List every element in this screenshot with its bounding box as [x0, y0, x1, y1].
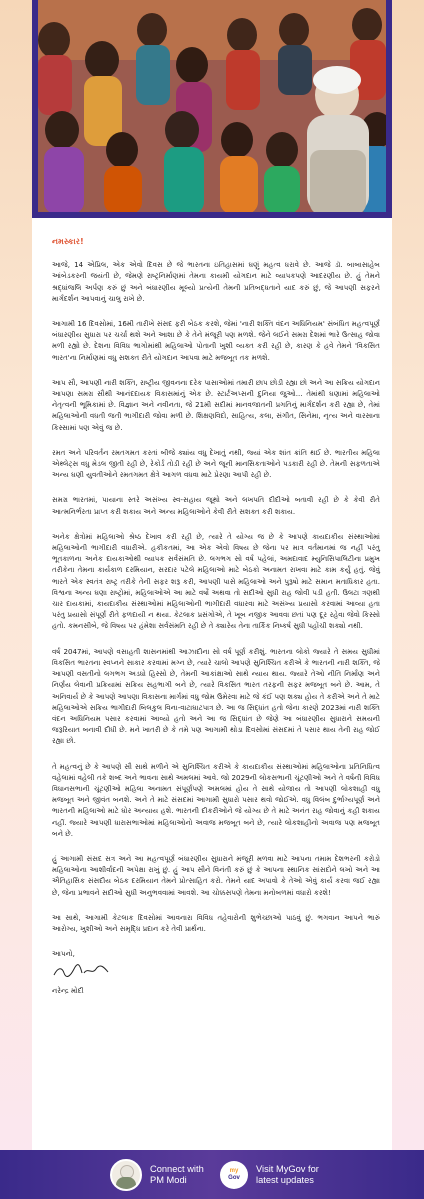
paragraph-2: આગામી 16 દિવસોમાં, 16મી તારીખે સંસદ ફરી બેઠક કરશે, જેમાં 'નારી શક્તિ વંદન અધિનિયમ' સંબંધિત મહત્વપૂર્ણ બંધારણીય સુધારા પર ચર્ચા થશે અને આશા છે કે તેને મંજૂરી પણ મળશે. જેને લઈને સમગ્ર દેશમાં ભારે ઉત્સાહ જોવા મળી રહ્યો છે. દેશના વિવિધ ભાગોમાંથી મહિલાઓ પોતાની ખુશી વ્યક્ત કરી રહી છે, કારણ કે હવે તેમને 'વિકસિત ભારત'ના નિર્માણમાં વધુ સશક્ત રીતે યોગદાન આપવા માટે મજબૂત તક મળશે.	[52, 319, 380, 362]
signer-name: નરેન્દ્ર મોદી	[52, 986, 84, 996]
paragraph-6: અનેક ક્ષેત્રોમાં મહિલાઓ શ્રેષ્ઠ દેખાવ કરી રહી છે, ત્યારે તે યોગ્ય જ છે કે આપણે કાયદાકીય સંસ્થાઓમાં મહિલાઓની ભાગીદારી વધારીએ. હકીકતમાં, આ એક એવો વિષય છે જેના પર માત્ર વર્તમાનમાં જ નહીં પરંતુ ભૂતકાળના અનેક દાયકાઓથી વ્યાપક સર્વસંમતિ છે. લગભગ સો વર્ષ પહેલાં, અમદાવાદ મ્યુનિસિપાલિટીના પ્રમુખ તરીકેના તેમના કાર્યકાળ દરમિયાન, સરદાર પટેલે મહિલાઓ માટે બેઠકો અનામત રાખવા માટે કામ કર્યું હતું. જેવું ભારતે એક સ્વતંત્ર રાષ્ટ્ર તરીકે તેની સફર શરૂ કરી, આપણી પાસે મહિલાઓ અને પુરૂષો માટે સમાન મતાધિકાર હતા. વિશ્વના અન્ય ઘણા રાષ્ટ્રોમાં, મહિલાઓએ આ માટે વર્ષો અથવા તો સદીઓ સુધી રાહ જોવી પડી હતી. ઉલટા ત્રણથી ચાર દાયકામાં, કાયદાકીય સંસ્થાઓમાં મહિલાઓની ભાગીદારી વધારવા માટે અસંખ્ય પ્રયાસો કરવામાં આવ્યા હતા પરંતુ પ્રયાસો સંપૂર્ણ રીતે ફળદાયી ન થયા. કેટલાક પ્રસંગોએ, તે ખૂબ નજીક આવવા છતાં પણ દૂર રહેવા જેવો કિસ્સો હતો. કમનસીબે, જે વિષય પર હંમેશા સર્વસંમતિ રહી છે તે ક્યારેય તેના તાર્કિક નિષ્કર્ષ સુધી પહોંચી શક્યો નથી.	[52, 531, 380, 631]
paragraph-8: તે મહત્વનું છે કે આપણે સૌ સાથે મળીને એ સુનિશ્ચિત કરીએ કે કાયદાકીય સંસ્થાઓમાં મહિલાઓના પ્રતિનિધિત્વ વહેલામાં વહેલી તકે શબ્દ અને ભાવના સાથે અમલમાં આવે. જો 2029ની લોકસભાની ચૂંટણીઓ અને તે વર્ષની વિવિધ વિધાનસભાની ચૂંટણીઓ મહિલા અનામત સંપૂર્ણપણે અમલમાં હોય તે સાથે યોજાય તો આપણી લોકશાહી વધુ મજબૂત અને જીવંત બનશે. અને તે માટે સંસદમાં આગામી સુધારો પસાર થવો જોઈએ. વધુ વિલંબ દુર્ભાગ્યપૂર્ણ અને ભારતની મહિલાઓ માટે ઘોર અન્યાય હશે. ભારતની દીકરીઓને જે યોગ્ય છે તે માટે અનંત રાહ જોવાનું કહી શકાય નહીં. જ્યારે આપણી ધારાસભાઓમાં મહિલાઓનો અવાજ મજબૂત બને છે, ત્યારે લોકશાહીનો અવાજ પણ મજબૂત બને છે.	[52, 761, 380, 838]
visit-mygov-line1: Visit MyGov for	[256, 1164, 319, 1174]
photo-frame-right	[386, 0, 392, 218]
paragraph-9: હું આગામી સંસદ સત્ર અને આ મહત્વપૂર્ણ બંધારણીય સુધારાને મંજૂરી મળવા માટે આપના તમામ દેશભરની કરોડો મહિલાઓના આશીર્વાદની અપેક્ષા રાખું છું. હું આપ સૌને વિનંતી કરું છું કે આપના સ્થાનિક સાંસદોને લખો અને આ ઐતિહાસિક સંસદીય બેઠક દરમિયાન તેમને પ્રોત્સાહિત કરો. તેમને યાદ અપાવો કે તેઓ એવું કાર્ય કરવા જઈ રહ્યા છે, જેના પ્રભાવને સદીઓ સુધી અનુભવવામાં આવશે. આ ચોક્કસપણે તેમના મનોબળમાં વધારો કરશે!	[52, 853, 380, 897]
connect-pm-line1: Connect with	[150, 1164, 204, 1174]
paragraph-10: આ સાથે, આગામી કેટલાક દિવસોમાં આવનારા વિવિધ તહેવારોની શુભેચ્છાઓ પાઠવું છું. ભગવાન આપને ભારું આરોગ્ય, ખુશીઓ અને સમૃદ્ધિ પ્રદાન કરે તેવી પ્રાર્થના.	[52, 912, 380, 933]
signature-graphic	[52, 963, 112, 979]
right-gradient-border	[392, 0, 424, 1150]
footer-bar	[0, 1150, 424, 1199]
connect-pm-line2: PM Modi	[150, 1175, 187, 1185]
paragraph-4: રમત અને પરિવર્તન રમતગમત કરતાં બીજે ક્યાંય વધુ દેખાતું નથી, જ્યાં એક શાંત ક્રાંતિ થઈ છે. ભારતીય મહિલા એથ્લેટ્સ વધુ મેડલ જીતી રહી છે, રેકોર્ડ તોડી રહી છે અને જૂની માનસિકતાઓને પડકારી રહી છે. તેમની સફળતાએ અન્ય ઘણી યુવતીઓને રમતગમત ક્ષેત્રે આગળ વધવા માટે પ્રેરણા આપી રહી છે.	[52, 447, 380, 480]
paragraph-5: સમગ્ર ભારતમાં, પાયાના સ્તરે અસંખ્ય સ્વ-સહાય જૂથો અને લખપતિ દીદીઓ બતાવી રહી છે કે કેવી રીતે આત્મનિર્ભરતા પ્રાપ્ત કરી શકાય અને અન્ય મહિલાઓને કેવી રીતે સશક્ત કરી શકાય.	[52, 495, 380, 516]
pm-avatar-icon	[110, 1159, 142, 1191]
mygov-logo-my: my	[229, 1168, 239, 1174]
handwritten-signature	[52, 963, 380, 979]
paragraph-7: વર્ષ 2047માં, આપણે વસાહતી શાસનમાંથી આઝાદીના સો વર્ષ પૂર્ણ કરીશું. ભારતના લોકો જ્યારે તે સમય સુધીમાં વિકસિત ભારતના સ્વપ્નને સાકાર કરવામાં મગ્ન છે, ત્યારે ચાલો આપણે સુનિશ્ચિત કરીએ કે ભારતની નારી શક્તિ, જે આપણી વસતીનો લગભગ અડધો હિસ્સો છે, તેમની આકાંક્ષાઓ સાથે ન્યાય થાય. જ્યારે તેઓ નીતિ નિર્માણ અને નિર્ણય લેવાની પ્રક્રિયામાં સક્રિય સહભાગી બને છે, ત્યારે વિકસિત ભારત તરફની સફર મજબૂત બને છે. આમ, તે અનિવાર્ય છે કે આપણે આપણા વિકાસના માર્ગમાં વધુ જોમ ઉમેરવા માટે જે કંઈ પણ શક્ય હોય તે કરીએ અને તે માટે મહિલાઓએ સક્રિય ભાગીદારી બિલકુલ વિના-વાટાઘાટપાત્ર છે. આ જ સિદ્ધાંત હતો જેના કારણે 2023માં નારી શક્તિ વંદન અધિનિયમ પસાર કરવામાં આવ્યો હતો અને આ જ સિદ્ધાંત છે જેણે આ બંધારણીય સુધારાને સમયની જરૂરિયાત બનાવી દીધી છે. મને ખાતરી છે કે તમે પણ આગામી થોડા દિવસોમાં સંસદમાં તે પસાર થાય તેની રાહ જોઈ રહ્યા છો.	[52, 646, 380, 746]
left-gradient-border	[0, 0, 32, 1150]
paragraph-1: આજે, 14 એપ્રિલ, એક એવો દિવસ છે જે ભારતના ઇતિહાસમાં ઘણું મહત્વ ધરાવે છે. આજે ડૉ. બાબાસાહેબ આંબેડકરની જયંતી છે, જેમણે રાષ્ટ્રનિર્માણમાં તેમના કાયમી યોગદાન માટે વ્યાપકપણે આદરણીય છે. હું તેમને શ્રદ્ધાંજલિ અર્પણ કરું છું અને બંધારણીય મૂલ્યો પ્રત્યેની તેમની પ્રતિબદ્ધતાને યાદ કરું છું, જે આપણી સફરને માર્ગદર્શન આપવાનું ચાલુ રાખે છે.	[52, 260, 380, 303]
photo-frame-bottom	[32, 212, 392, 218]
header-photo-illustration	[32, 0, 392, 214]
letter-body	[52, 236, 380, 997]
mygov-logo-icon	[220, 1161, 248, 1189]
closing: આપનો,	[52, 949, 75, 959]
visit-mygov-link[interactable]	[220, 1158, 319, 1192]
visit-mygov-text	[256, 1164, 319, 1186]
visit-mygov-line2: latest updates	[256, 1175, 314, 1185]
connect-pm-link[interactable]	[110, 1158, 204, 1192]
header-photo	[32, 0, 392, 214]
connect-pm-text	[150, 1164, 204, 1186]
salutation: નમસ્કાર!	[52, 236, 84, 246]
paragraph-3: આપ સૌ, આપણી નારી શક્તિ, રાષ્ટ્રીય જીવનના દરેક પાસાઓમાં તમારી છાપ છોડી રહ્યા છો અને આ સક્રિય યોગદાન આપણા સમગ્ર સૌથી આનંદદાયક વિકાસમાંનું એક છે. સ્ટાર્ટઅપ્સની દુનિયા જુઓ... તેમાંથી ઘણામાં મહિલાઓ નેતૃત્વની ભૂમિકામાં છે. વિજ્ઞાન અને નવીનતા, જે 21મી સદીમાં માનવજાતની પ્રગતિનું માર્ગદર્શન કરી રહ્યા છે, તેમાં મહિલાઓની વધતી જતી ભાગીદારી જોવા મળી છે. શિક્ષણવિદો, સાહિત્ય, કલા, સંગીત, સિનેમા, નૃત્ય અને વારસાના કિસ્સામાં પણ એવું જ છે.	[52, 377, 380, 432]
photo-frame-left	[32, 0, 38, 218]
mygov-logo-gov: Gov	[228, 1175, 240, 1181]
